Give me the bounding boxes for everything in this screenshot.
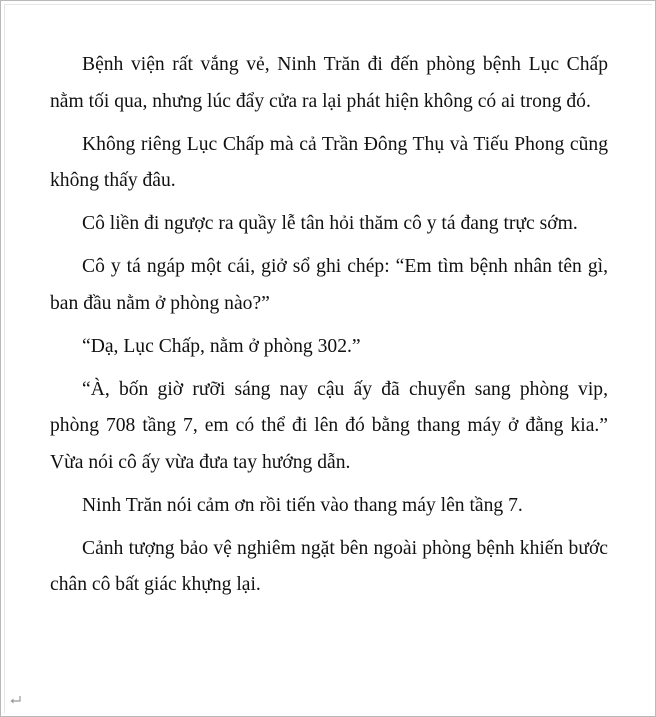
document-body [50, 47, 608, 610]
paragraph-6: “À, bốn giờ rưỡi sáng nay cậu ấy đã chuyển sang phòng vip, phòng 708 tầng 7, em có thể đi lên đó bằng thang máy ở đằng kia.” Vừa nói cô ấy vừa đưa tay hướng dẫn. [50, 378, 608, 473]
paragraph-3: Cô liền đi ngược ra quầy lễ tân hỏi thăm cô y tá đang trực sớm. [82, 213, 578, 234]
paragraph-7: Ninh Trăn nói cảm ơn rồi tiến vào thang máy lên tầng 7. [82, 494, 523, 516]
paragraph-2: Không riêng Lục Chấp mà cả Trần Đông Thụ và Tiếu Phong cũng không thấy đâu. [50, 133, 608, 191]
paragraph-1: Bệnh viện rất vắng vẻ, Ninh Trăn đi đến phòng bệnh Lục Chấp nằm tối qua, nhưng lúc đẩy cửa ra lại phát hiện không có ai trong đó. [50, 54, 608, 112]
paragraph-5: “Dạ, Lục Chấp, nằm ở phòng 302.” [82, 335, 361, 357]
paragraph-return-arrow-icon [9, 695, 21, 705]
paragraph-8: Cảnh tượng bảo vệ nghiêm ngặt bên ngoài phòng bệnh khiến bước chân cô bất giác khựng lại. [50, 537, 608, 595]
paragraph-4: Cô y tá ngáp một cái, giở sổ ghi chép: “Em tìm bệnh nhân tên gì, ban đầu nằm ở phòng nào?” [50, 256, 608, 314]
